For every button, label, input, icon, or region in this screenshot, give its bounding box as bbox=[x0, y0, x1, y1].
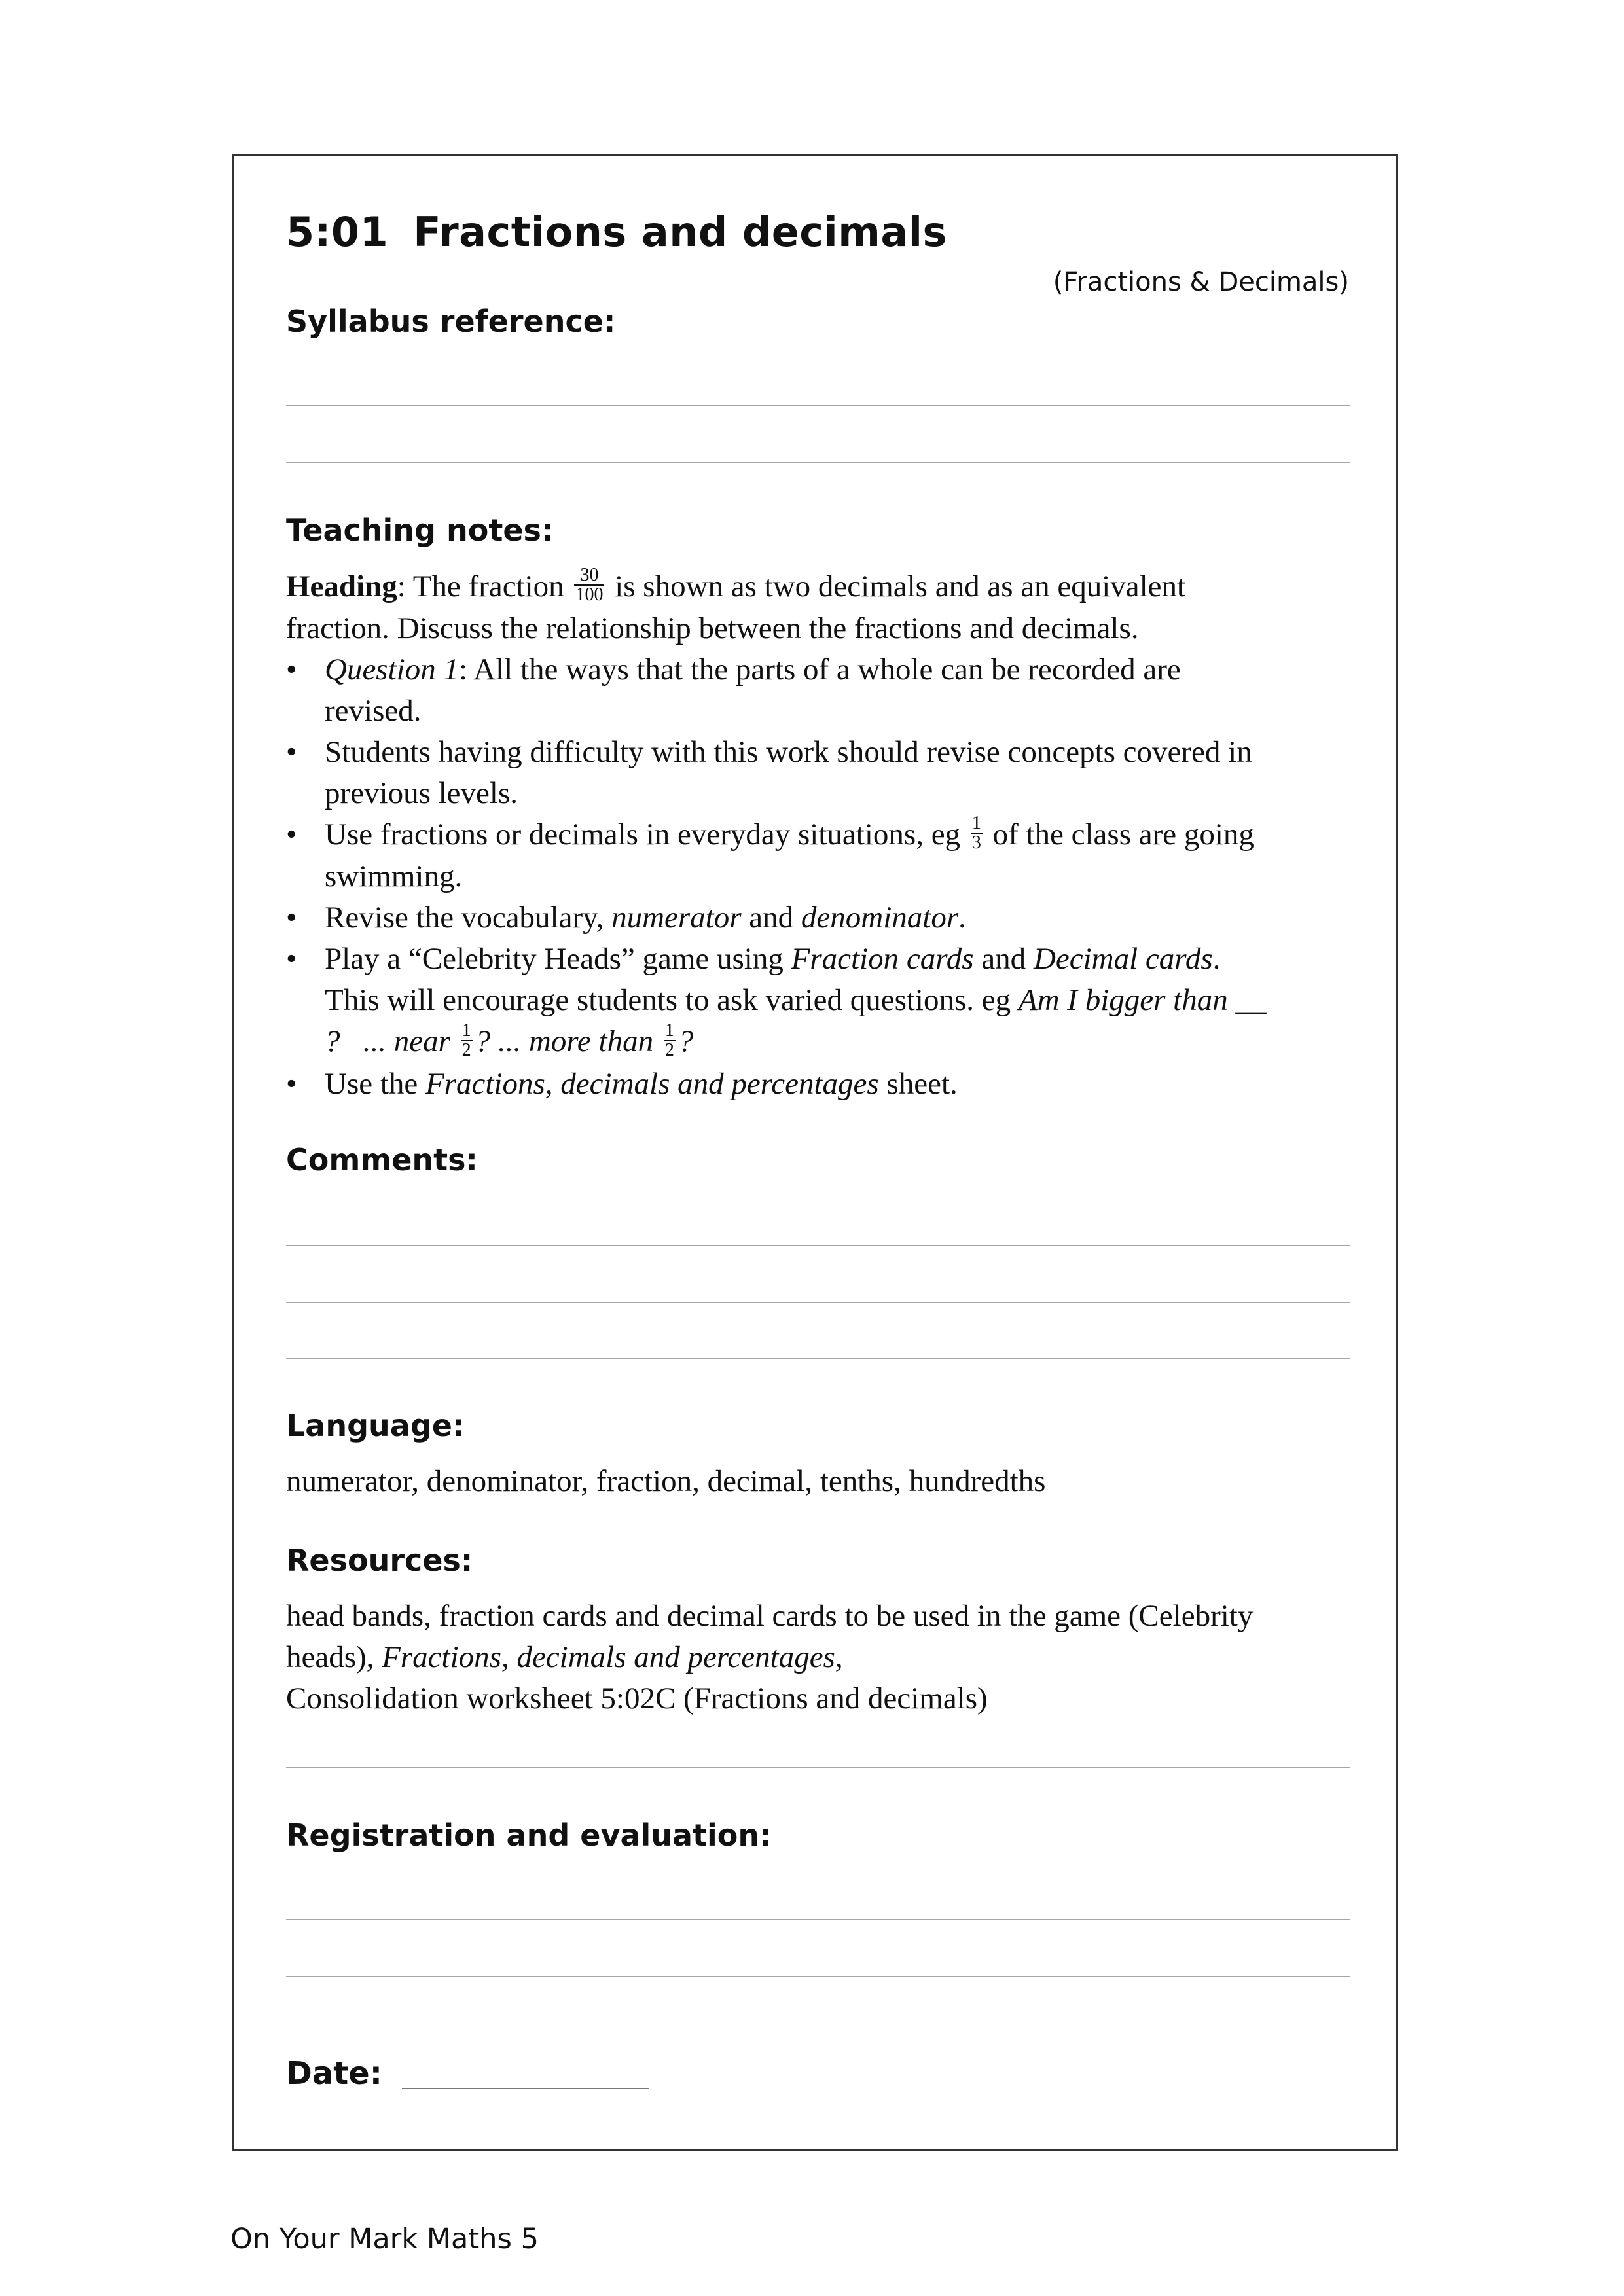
resources-line-emphasis: Fractions, decimals and percentages, bbox=[382, 1640, 843, 1674]
fraction-one-half bbox=[664, 1022, 676, 1060]
fraction-numerator: 1 bbox=[664, 1020, 674, 1041]
syllabus-heading: Syllabus reference: bbox=[286, 304, 616, 339]
registration-heading: Registration and evaluation: bbox=[286, 1818, 772, 1853]
list-item-text: Use the bbox=[325, 1066, 418, 1101]
fraction-numerator: 1 bbox=[461, 1020, 471, 1041]
list-item-text: . bbox=[1212, 942, 1221, 977]
list-item-text: Students having difficulty with this work should revise concepts covered in bbox=[325, 735, 1252, 770]
heading-note-text: is shown as two decimals and as an equivalent bbox=[615, 569, 1186, 603]
date-field-line[interactable] bbox=[402, 2088, 649, 2089]
comments-heading: Comments: bbox=[286, 1142, 478, 1177]
heading-note-line2: fraction. Discuss the relationship between the fractions and decimals. bbox=[286, 611, 1139, 646]
list-item-text: Use fractions or decimals in everyday situations, eg bbox=[325, 817, 961, 852]
list-item-emphasis: Fraction cards bbox=[791, 942, 974, 977]
list-item-emphasis: ? ... near bbox=[325, 1024, 450, 1059]
bullet-icon: • bbox=[286, 942, 297, 977]
list-item-emphasis: Am I bigger than __ bbox=[1018, 983, 1267, 1018]
resources-line bbox=[286, 1637, 1350, 1678]
heading-note bbox=[286, 566, 1350, 608]
language-heading: Language: bbox=[286, 1408, 465, 1443]
comments-line-1[interactable] bbox=[286, 1245, 1350, 1246]
bullet-icon: • bbox=[286, 1066, 297, 1101]
registration-line-1[interactable] bbox=[286, 1919, 1350, 1920]
resources-line: head bands, fraction cards and decimal cards to be used in the game (Celebrity bbox=[286, 1599, 1254, 1633]
bullet-icon: • bbox=[286, 901, 297, 935]
list-item-emphasis: denominator bbox=[801, 901, 959, 935]
list-item-text: . bbox=[958, 901, 966, 935]
date-label: Date: bbox=[286, 2055, 382, 2092]
list-item-text: of the class are going bbox=[992, 817, 1254, 852]
resources-line-text: heads), bbox=[286, 1640, 374, 1674]
list-item-text: Play a “Celebrity Heads” game using bbox=[325, 942, 784, 977]
list-item bbox=[286, 649, 1350, 691]
list-item-text: This will encourage students to ask varied questions. eg bbox=[325, 983, 1011, 1018]
footer-text: On Your Mark Maths 5 bbox=[230, 2223, 539, 2255]
comments-line-3[interactable] bbox=[286, 1358, 1350, 1359]
list-item bbox=[286, 897, 1350, 939]
comments-line-2[interactable] bbox=[286, 1302, 1350, 1303]
language-list: numerator, denominator, fraction, decimal, tenths, hundredths bbox=[286, 1464, 1046, 1498]
resources-text bbox=[286, 1596, 1350, 1719]
list-item bbox=[286, 1064, 1350, 1105]
list-item bbox=[286, 732, 1350, 773]
resources-line-blank[interactable] bbox=[286, 1767, 1350, 1768]
fraction-numerator: 1 bbox=[971, 813, 981, 834]
bullet-icon: • bbox=[286, 735, 297, 770]
list-item-emphasis: ? bbox=[677, 1024, 694, 1059]
strand-label: (Fractions & Decimals) bbox=[1053, 267, 1349, 297]
list-item-continuation: swimming. bbox=[325, 859, 463, 894]
list-item-text: Revise the vocabulary, bbox=[325, 901, 604, 935]
fraction-one-third bbox=[971, 814, 983, 852]
list-item-emphasis: ? ... more than bbox=[475, 1024, 654, 1059]
fraction-denominator: 100 bbox=[575, 584, 604, 605]
teaching-notes-body bbox=[286, 566, 1350, 1105]
list-item-emphasis: Fractions, decimals and percentages bbox=[425, 1066, 879, 1101]
list-item-continuation bbox=[286, 980, 1350, 1021]
lesson-title: Fractions and decimals bbox=[413, 208, 947, 256]
syllabus-line-2[interactable] bbox=[286, 462, 1350, 463]
list-item-emphasis: Decimal cards bbox=[1033, 942, 1213, 977]
heading-label: Heading bbox=[286, 569, 397, 603]
list-item-continuation: revised. bbox=[325, 694, 422, 728]
fraction-numerator: 30 bbox=[574, 566, 604, 586]
language-text bbox=[286, 1461, 1350, 1502]
list-item-emphasis: numerator bbox=[611, 901, 742, 935]
teaching-notes-heading: Teaching notes: bbox=[286, 512, 554, 548]
page-title bbox=[286, 208, 947, 256]
fraction-denominator: 2 bbox=[664, 1039, 674, 1060]
registration-line-2[interactable] bbox=[286, 1976, 1350, 1977]
fraction-denominator: 3 bbox=[971, 833, 981, 853]
fraction-30-100 bbox=[574, 566, 604, 604]
list-item-text: sheet. bbox=[886, 1066, 958, 1101]
resources-heading: Resources: bbox=[286, 1543, 473, 1578]
bullet-icon: • bbox=[286, 653, 297, 687]
list-item bbox=[286, 814, 1350, 856]
syllabus-line-1[interactable] bbox=[286, 405, 1350, 406]
heading-note-text: : The fraction bbox=[397, 569, 564, 603]
list-item-text: and bbox=[749, 901, 794, 935]
fraction-denominator: 2 bbox=[461, 1039, 471, 1060]
list-item-text: : All the ways that the parts of a whole can be recorded are bbox=[458, 653, 1181, 687]
lesson-number: 5:01 bbox=[286, 208, 389, 256]
resources-line: Consolidation worksheet 5:02C (Fractions and decimals) bbox=[286, 1681, 988, 1715]
bullet-icon: • bbox=[286, 817, 297, 852]
list-item bbox=[286, 939, 1350, 980]
list-item-emphasis: Question 1 bbox=[325, 653, 459, 687]
list-item-continuation: previous levels. bbox=[325, 776, 518, 811]
list-item-continuation bbox=[286, 1021, 1350, 1063]
list-item-text: and bbox=[981, 942, 1026, 977]
fraction-one-half bbox=[461, 1022, 473, 1060]
